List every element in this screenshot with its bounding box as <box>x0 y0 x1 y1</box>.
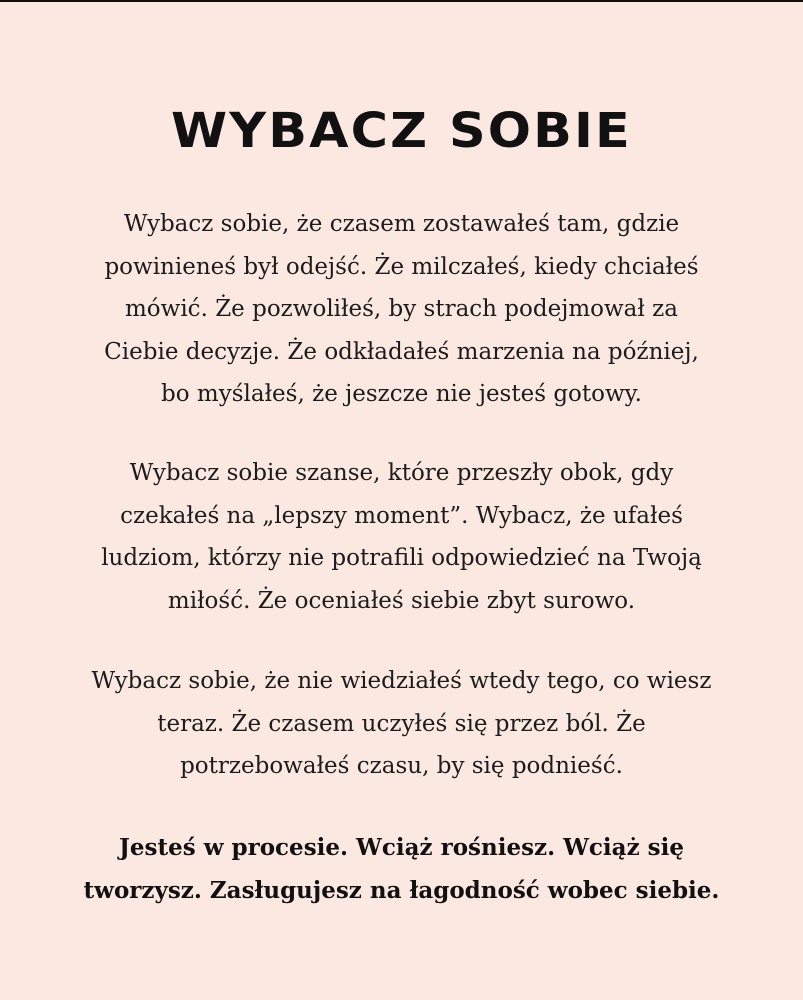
paragraph-line: powinieneś był odejść. Że milczałeś, kiedy chciałeś <box>104 253 699 280</box>
closing-line: Jesteś w procesie. Wciąż rośniesz. Wciąż się <box>119 834 684 861</box>
closing-line: tworzysz. Zasługujesz na łagodność wobec siebie. <box>83 876 720 904</box>
paragraph-line: Wybacz sobie szanse, które przeszły obok, gdy <box>129 460 674 486</box>
paragraph-line: mówić. Że pozwoliłeś, by strach podejmował za <box>124 296 678 322</box>
paragraph-line: potrzebowałeś czasu, by się podnieść. <box>180 753 623 779</box>
paragraph-1 <box>40 203 763 416</box>
paragraph-line: ludziom, którzy nie potrafili odpowiedzieć na Twoją <box>101 545 702 571</box>
paragraph-line: bo myślałeś, że jeszcze nie jesteś gotowy. <box>161 381 642 407</box>
paragraph-line: teraz. Że czasem uczyłeś się przez ból. Że <box>157 710 646 737</box>
paragraph-line: Wybacz sobie, że nie wiedziałeś wtedy tego, co wiesz <box>91 668 712 694</box>
paragraph-2 <box>40 452 763 622</box>
page-title: WYBACZ SOBIE <box>171 103 632 159</box>
paragraph-line: miłość. Że oceniałeś siebie zbyt surowo. <box>167 587 636 614</box>
paragraph-line: Ciebie decyzje. Że odkładałeś marzenia na później, <box>104 338 699 365</box>
closing-statement <box>40 827 763 912</box>
paragraph-line: Wybacz sobie, że czasem zostawałeś tam, gdzie <box>123 211 680 237</box>
paragraph-line: czekałeś na „lepszy moment”. Wybacz, że ufałeś <box>120 502 683 529</box>
paragraph-3 <box>40 660 763 788</box>
